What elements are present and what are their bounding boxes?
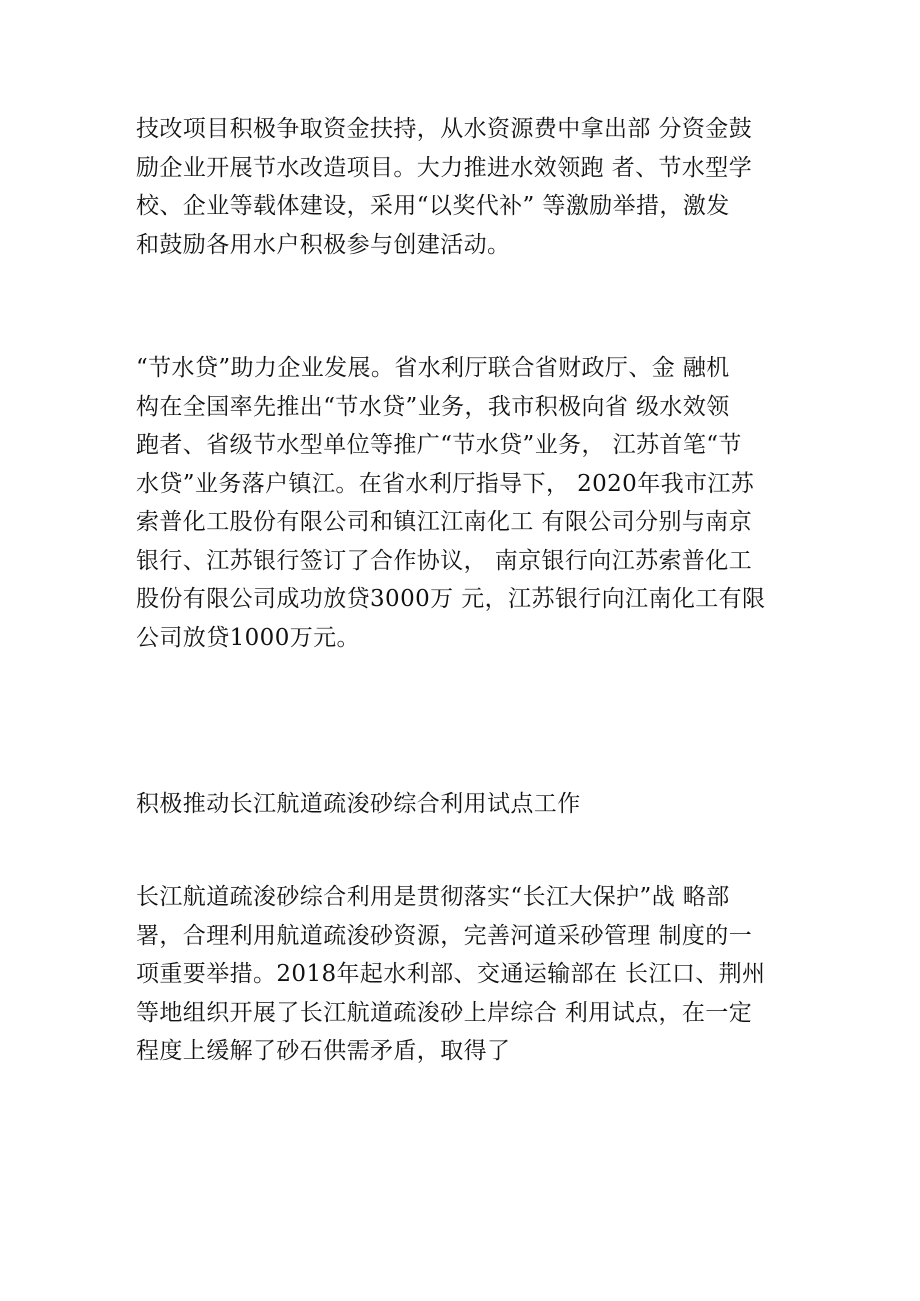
section-heading-yangtze-dredged-sand: 积极推动长江航道疏浚砂综合利用试点工作 bbox=[136, 791, 581, 817]
paragraph-water-saving-incentives: 技改项目积极争取资金扶持，从水资源费中拿出部 分资金鼓 励企业开展节水改造项目。大力推进水效领跑 者、节水型学 校、企业等载体建设，采用“以奖代补” 等激励举措，激发 和鼓励各用水户积极参与创建活动。 bbox=[136, 116, 753, 258]
paragraph-dredged-sand-utilization: 长江航道疏浚砂综合利用是贯彻落实“长江大保护”战 略部 署，合理利用航道疏浚砂资源，完善河道采砂管理 制度的一 项重要举措。2018年起水利部、交通运输部在 长江口、荆州 等地组织开展了长江航道疏浚砂上岸综合 利用试点，在一定 程度上缓解了砂石供需矛盾，取得了 bbox=[136, 884, 766, 1064]
paragraph-water-saving-loan: “节水贷”助力企业发展。省水利厅联合省财政厅、金 融机 构在全国率先推出“节水贷”业务，我市积极向省 级水效领 跑者、省级节水型单位等推广“节水贷”业务， 江苏首笔“节 水贷”业务落户镇江。在省水利厅指导下， 2020年我市江苏 索普化工股份有限公司和镇江江南化工 有限公司分别与南京 银行、江苏银行签订了合作协议， 南京银行向江苏索普化工 股份有限公司成功放贷3000万 元，江苏银行向江南化工有限 公司放贷1000万元。 bbox=[136, 355, 766, 651]
